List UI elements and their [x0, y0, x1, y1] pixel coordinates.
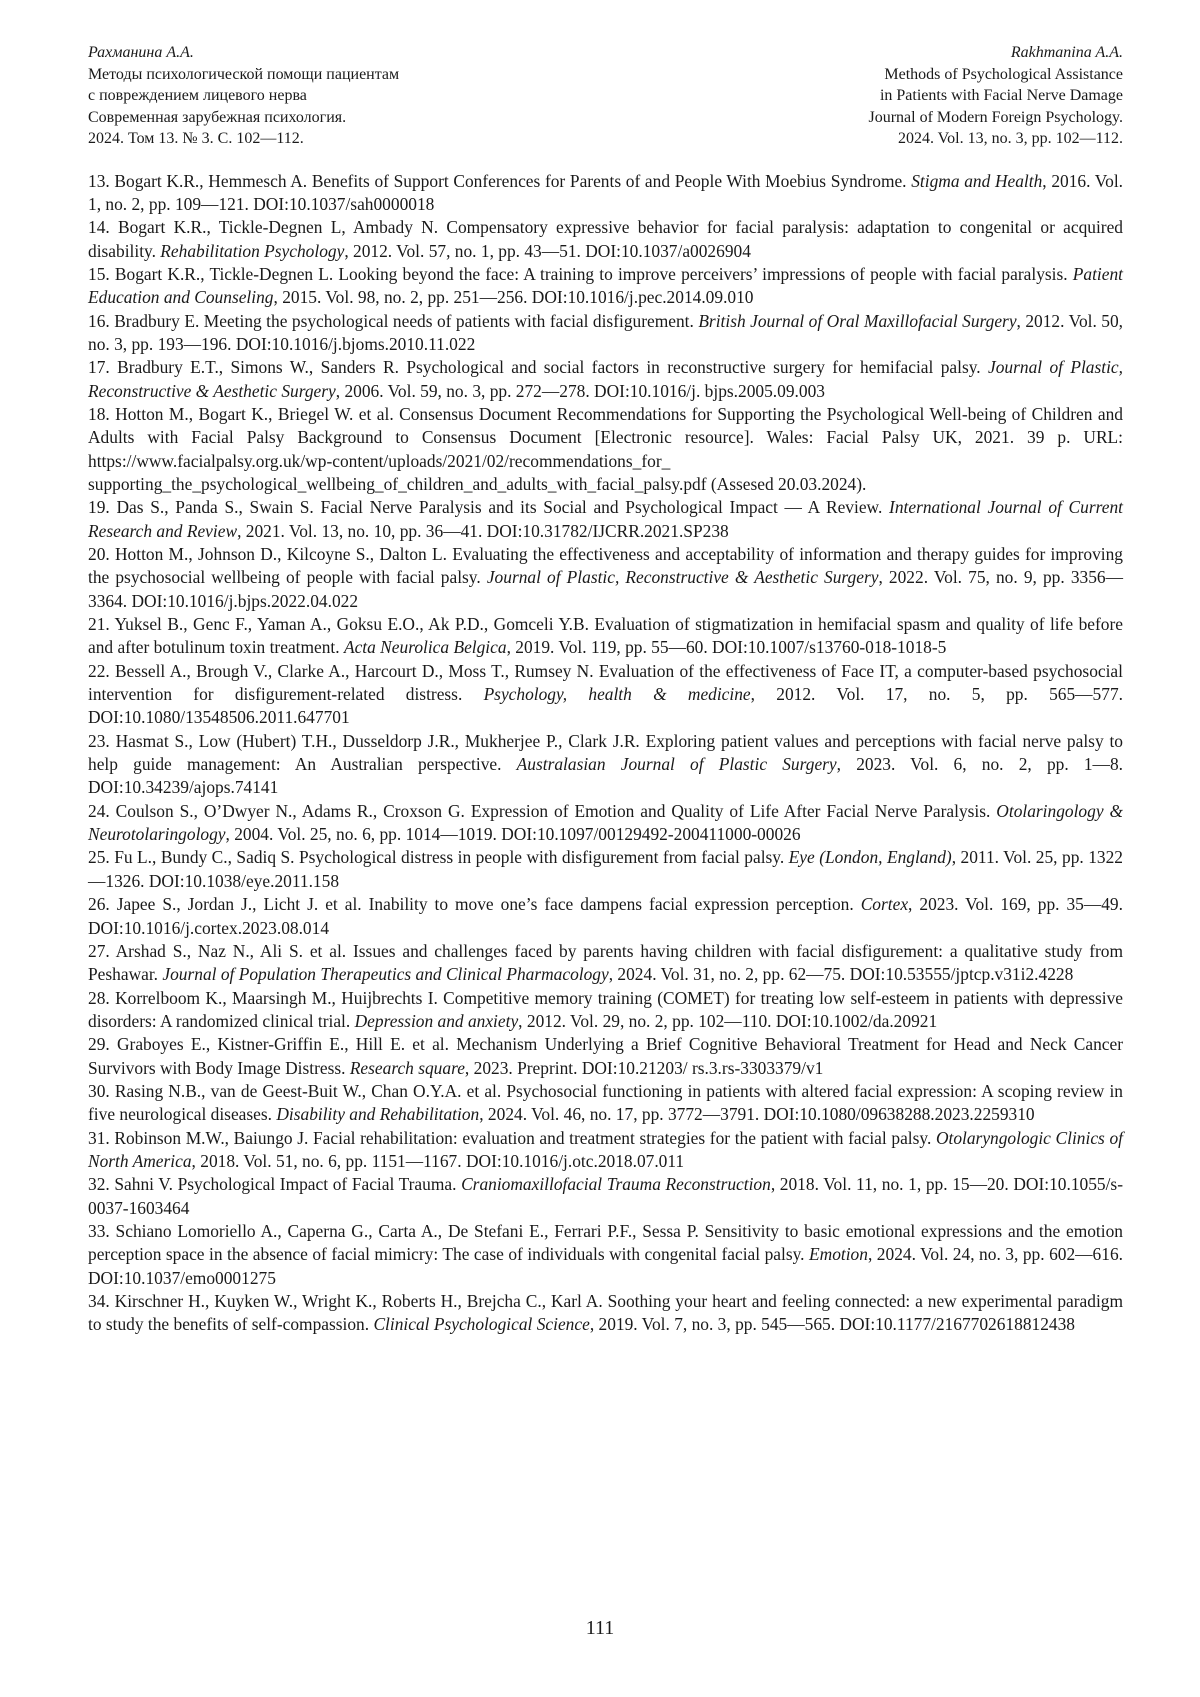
reference-details: , 2004. Vol. 25, no. 6, pp. 1014—1019. DOI:10.1097/00129492-200411000-00026: [225, 824, 801, 845]
reference-text: 22. Bessell A., Brough V., Clarke A., Harcourt D., Moss T., Rumsey N. Evaluation of the effectiveness of Face IT, a computer-based psychosocial intervention for disfigurement-related distress.: [88, 660, 1123, 705]
header-journal-ru: Современная зарубежная психология.: [88, 108, 347, 126]
reference-text: 19. Das S., Panda S., Swain S. Facial Nerve Paralysis and its Social and Psychological Impact — A Review.: [88, 497, 890, 518]
reference-journal: Journal of Population Therapeutics and Clinical Pharmacology: [162, 964, 609, 985]
page-number: 111: [585, 1617, 615, 1639]
reference-text: 23. Hasmat S., Low (Hubert) T.H., Dusseldorp J.R., Mukherjee P., Clark J.R. Exploring patient values and perceptions with facial nerve palsy to help guide management: An Australian perspective.: [88, 730, 1123, 775]
reference-text: 27. Arshad S., Naz N., Ali S. et al. Issues and challenges faced by parents having children with facial disfigurement: a qualitative study from Peshawar.: [88, 940, 1123, 985]
reference-journal: Depression and anxiety: [354, 1010, 519, 1031]
reference-text: 34. Kirschner H., Kuyken W., Wright K., Roberts H., Brejcha C., Karl A. Soothing your heart and feeling connected: a new experimental paradigm to study the benefits of self-compassion.: [88, 1291, 1123, 1335]
reference-details: , 2012. Vol. 17, no. 5, pp. 565—577. DOI:10.1080/13548506.2011.647701: [88, 684, 1123, 728]
reference-details: , 2018. Vol. 51, no. 6, pp. 1151—1167. DOI:10.1016/j.otc.2018.07.011: [191, 1150, 685, 1171]
reference-item: [88, 310, 1123, 357]
header-title-ru-1: Методы психологической помощи пациентам: [88, 65, 400, 83]
reference-journal: Clinical Psychological Science: [373, 1314, 590, 1335]
reference-item: [88, 216, 1123, 263]
header-author-en: Rakhmanina A.A.: [1010, 44, 1123, 61]
reference-item: [88, 1173, 1123, 1220]
reference-text: 24. Coulson S., O’Dwyer N., Adams R., Croxson G. Expression of Emotion and Quality of Life After Facial Nerve Paralysis.: [88, 800, 997, 821]
reference-details: , 2019. Vol. 119, pp. 55—60. DOI:10.1007/s13760-018-1018-5: [506, 637, 947, 658]
reference-details: , 2019. Vol. 7, no. 3, pp. 545—565. DOI:10.1177/2167702618812438: [589, 1314, 1075, 1335]
reference-text: 28. Korrelboom K., Maarsingh M., Huijbrechts I. Competitive memory training (COMET) for treating low self-esteem in patients with depressive disorders: A randomized clinical trial.: [88, 987, 1123, 1031]
reference-item: [88, 940, 1123, 987]
reference-item: [88, 613, 1123, 660]
reference-details: , 2012. Vol. 50, no. 3, pp. 193—196. DOI:10.1016/j.bjoms.2010.11.022: [88, 310, 1124, 354]
reference-details: , 2011. Vol. 25, pp. 1322—1326. DOI:10.1038/eye.2011.158: [88, 847, 1123, 891]
reference-journal: Australasian Journal of Plastic Surgery: [516, 754, 837, 775]
reference-journal: Eye (London, England): [788, 847, 952, 868]
reference-details: , 2024. Vol. 24, no. 3, pp. 602—616. DOI:10.1037/emo0001275: [88, 1244, 1123, 1288]
reference-text: 14. Bogart K.R., Tickle-Degnen L, Ambady N. Compensatory expressive behavior for facial paralysis: adaptation to congenital or acquired disability.: [88, 217, 1123, 261]
reference-item: [88, 730, 1123, 800]
reference-journal: British Journal of Oral Maxillofacial Surgery: [698, 310, 1017, 331]
reference-text: 16. Bradbury E. Meeting the psychological needs of patients with facial disfigurement.: [88, 310, 699, 331]
running-header: [88, 42, 1123, 150]
reference-journal: Research square: [349, 1057, 465, 1078]
reference-journal: Journal of Plastic, Reconstructive & Aesthetic Surgery: [486, 567, 879, 588]
header-journal-en: Journal of Modern Foreign Psychology.: [868, 108, 1123, 126]
reference-details: , 2016. Vol. 1, no. 2, pp. 109—121. DOI:10.1037/sah0000018: [88, 170, 1123, 214]
header-russian: [88, 42, 399, 150]
header-issue-ru: 2024. Том 13. № 3. С. 102—112.: [88, 130, 304, 147]
reference-details: , 2015. Vol. 98, no. 2, pp. 251—256. DOI:10.1016/j.pec.2014.09.010: [273, 287, 754, 308]
reference-item: [88, 987, 1123, 1034]
reference-text: 17. Bradbury E.T., Simons W., Sanders R. Psychological and social factors in reconstructive surgery for hemifacial palsy.: [88, 357, 988, 378]
reference-text: 18. Hotton M., Bogart K., Briegel W. et al. Consensus Document Recommendations for Supporting the Psychological Well-being of Children and Adults with Facial Palsy Background to Consensus Document [Electronic resource]. Wales: Facial Palsy UK, 2021. 39 p. URL: https://www.facialpalsy.org.uk/wp-content/uploads/2021/02/recommendations_for_ supporting_the_psychological_wellbeing_of_children_and_adults_with_facial_palsy.pdf (Assesed 20.03.2024).: [88, 403, 1123, 494]
reference-text: 25. Fu L., Bundy C., Sadiq S. Psychological distress in people with disfigurement from facial palsy.: [88, 847, 789, 868]
reference-journal: Patient Education and Counseling: [88, 263, 1123, 308]
header-title-en-1: Methods of Psychological Assistance: [884, 65, 1123, 83]
reference-item: [88, 800, 1123, 847]
reference-text: 15. Bogart K.R., Tickle-Degnen L. Looking beyond the face: A training to improve perceivers’ impressions of people with facial paralysis.: [88, 263, 1073, 284]
reference-journal: Acta Neurolica Belgica: [343, 637, 507, 658]
reference-item: [88, 660, 1123, 730]
reference-journal: International Journal of Current Research and Review: [88, 497, 1123, 541]
reference-item: [88, 356, 1123, 403]
reference-details: , 2012. Vol. 57, no. 1, pp. 43—51. DOI:10.1037/a0026904: [344, 240, 751, 261]
reference-journal: Cortex: [860, 894, 909, 915]
reference-journal: Journal of Plastic, Reconstructive & Aesthetic Surgery: [88, 357, 1123, 401]
reference-details: , 2021. Vol. 13, no. 10, pp. 36—41. DOI:10.31782/IJCRR.2021.SP238: [237, 520, 729, 541]
reference-text: 31. Robinson M.W., Baiungo J. Facial rehabilitation: evaluation and treatment strategies for the patient with facial palsy.: [88, 1127, 936, 1148]
header-author-ru: Рахманина А.А.: [88, 44, 194, 61]
reference-details: , 2024. Vol. 46, no. 17, pp. 3772—3791. DOI:10.1080/09638288.2023.2259310: [479, 1104, 1035, 1125]
reference-item: [88, 496, 1123, 543]
reference-text: 33. Schiano Lomoriello A., Caperna G., Carta A., De Stefani E., Ferrari P.F., Sessa P. Sensitivity to basic emotional expressions and the emotion perception space in the absence of facial mimicry: The case of individuals with congenital facial palsy.: [88, 1220, 1123, 1265]
header-title-en-2: in Patients with Facial Nerve Damage: [879, 87, 1123, 104]
page: [88, 42, 1123, 1337]
reference-item: [88, 543, 1123, 613]
reference-text: 21. Yuksel B., Genc F., Yaman A., Goksu E.O., Ak P.D., Gomceli Y.B. Evaluation of stigmatization in hemifacial spasm and quality of life before and after botulinum toxin treatment.: [88, 614, 1123, 658]
reference-text: 26. Japee S., Jordan J., Licht J. et al. Inability to move one’s face dampens facial expression perception.: [88, 894, 861, 915]
reference-item: [88, 1033, 1123, 1080]
reference-journal: Rehabilitation Psychology: [160, 240, 345, 261]
reference-item: [88, 263, 1123, 310]
reference-item: [88, 403, 1123, 496]
reference-details: , 2006. Vol. 59, no. 3, pp. 272—278. DOI:10.1016/j. bjps.2005.09.003: [335, 380, 825, 401]
reference-item: [88, 846, 1123, 893]
reference-details: , 2024. Vol. 31, no. 2, pp. 62—75. DOI:10.53555/jptcp.v31i2.4228: [608, 964, 1074, 985]
reference-journal: Stigma and Health: [911, 170, 1043, 191]
reference-journal: Psychology, health & medicine: [483, 684, 751, 705]
reference-details: , 2023. Vol. 169, pp. 35—49. DOI:10.1016/j.cortex.2023.08.014: [88, 894, 1123, 938]
reference-details: , 2012. Vol. 29, no. 2, pp. 102—110. DOI:10.1002/da.20921: [518, 1010, 938, 1031]
reference-text: 20. Hotton M., Johnson D., Kilcoyne S., Dalton L. Evaluating the effectiveness and acceptability of information and therapy guides for improving the psychosocial wellbeing of people with facial palsy.: [88, 544, 1123, 588]
reference-item: [88, 1290, 1123, 1337]
reference-journal: Emotion: [809, 1244, 868, 1265]
reference-journal: Craniomaxillofacial Trauma Reconstruction: [461, 1174, 771, 1195]
reference-details: , 2018. Vol. 11, no. 1, pp. 15—20. DOI:10.1055/s-0037-1603464: [88, 1174, 1123, 1218]
reference-text: 29. Graboyes E., Kistner-Griffin E., Hill E. et al. Mechanism Underlying a Brief Cognitive Behavioral Treatment for Head and Neck Cancer Survivors with Body Image Distress.: [88, 1034, 1123, 1078]
reference-list: [88, 170, 1123, 1337]
reference-journal: Disability and Rehabilitation: [276, 1104, 480, 1125]
reference-text: 30. Rasing N.B., van de Geest-Buit W., Chan O.Y.A. et al. Psychosocial functioning in patients with altered facial expression: A scoping review in five neurological diseases.: [88, 1080, 1123, 1125]
reference-details: , 2023. Vol. 6, no. 2, pp. 1—8. DOI:10.34239/ajops.74141: [88, 754, 1123, 798]
reference-item: [88, 1127, 1123, 1174]
reference-details: , 2022. Vol. 75, no. 9, pp. 3356—3364. DOI:10.1016/j.bjps.2022.04.022: [88, 567, 1123, 611]
header-issue-en: 2024. Vol. 13, no. 3, pp. 102—112.: [897, 130, 1123, 147]
reference-text: 32. Sahni V. Psychological Impact of Facial Trauma.: [88, 1174, 462, 1195]
reference-item: [88, 1080, 1123, 1127]
header-title-ru-2: с повреждением лицевого нерва: [88, 87, 307, 104]
reference-details: , 2023. Preprint. DOI:10.21203/ rs.3.rs-3303379/v1: [464, 1057, 824, 1078]
reference-item: [88, 893, 1123, 940]
reference-item: [88, 170, 1123, 217]
reference-text: 13. Bogart K.R., Hemmesch A. Benefits of Support Conferences for Parents of and People With Moebius Syndrome.: [88, 170, 912, 191]
reference-journal: Otolaringology & Neurotolaringology: [88, 800, 1123, 845]
header-english: [869, 42, 1124, 150]
reference-journal: Otolaryngologic Clinics of North America: [88, 1127, 1123, 1171]
reference-item: [88, 1220, 1123, 1290]
